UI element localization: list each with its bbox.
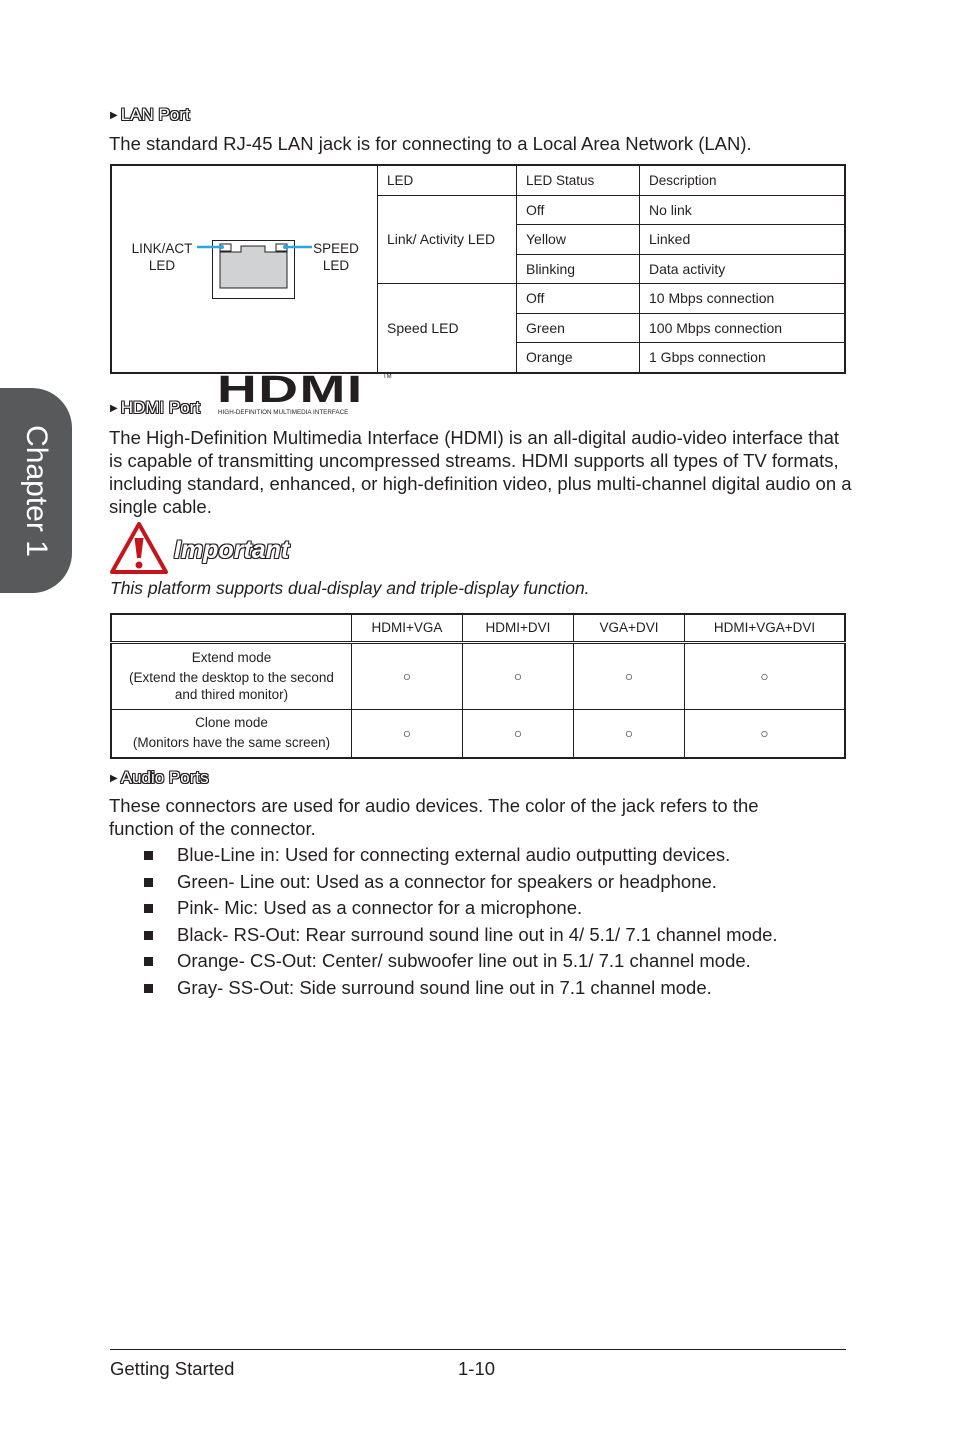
th-vga-dvi: VGA+DVI [574, 614, 685, 642]
warning-triangle-icon [108, 520, 170, 576]
hdmi-heading: ▶ HDMI Port [110, 398, 201, 417]
speed-led-label: SPEED LED [313, 241, 359, 274]
th-empty [111, 614, 352, 642]
square-bullet-icon [144, 984, 153, 993]
hdmi-description: The High-Definition Multimedia Interface (HDMI) is an all-digital audio-video interface that is capable of transmitting uncompressed streams. HDMI supports all types of TV formats, including standard, enhanced, or high-definition video, plus multi-channel digital audio on a single cable. [109, 427, 852, 517]
support-mark: ○ [574, 642, 685, 709]
td-desc: 1 Gbps connection [640, 343, 846, 373]
td-status: Off [517, 284, 640, 314]
th-hdmi-dvi: HDMI+DVI [463, 614, 574, 642]
td-desc: 100 Mbps connection [640, 313, 846, 343]
support-mark: ○ [463, 709, 574, 758]
lan-led-table [110, 164, 846, 374]
audio-heading: ▶ Audio Ports [110, 768, 209, 787]
td-status: Green [517, 313, 640, 343]
th-hdmi-vga-dvi: HDMI+VGA+DVI [685, 614, 846, 642]
support-mark: ○ [574, 709, 685, 758]
th-description: Description [640, 165, 846, 195]
support-mark: ○ [352, 709, 463, 758]
list-item: Green- Line out: Used as a connector for speakers or headphone. [140, 870, 778, 897]
th-led: LED [378, 165, 517, 195]
square-bullet-icon [144, 904, 153, 913]
list-item: Pink- Mic: Used as a connector for a microphone. [140, 896, 778, 923]
td-status: Off [517, 195, 640, 225]
clone-mode-cell: Clone mode (Monitors have the same screen) [111, 709, 352, 758]
square-bullet-icon [144, 957, 153, 966]
lan-intro: The standard RJ-45 LAN jack is for connecting to a Local Area Network (LAN). [109, 133, 752, 154]
triangle-bullet-icon: ▶ [110, 110, 118, 121]
support-mark: ○ [463, 642, 574, 709]
square-bullet-icon [144, 851, 153, 860]
lan-heading: ▶ LAN Port [110, 105, 190, 124]
square-bullet-icon [144, 931, 153, 940]
td-led-group: Link/ Activity LED [378, 195, 517, 284]
td-desc: No link [640, 195, 846, 225]
td-status: Orange [517, 343, 640, 373]
lan-diagram-cell [111, 165, 378, 373]
td-status: Yellow [517, 225, 640, 255]
important-title: Important [174, 536, 290, 564]
extend-mode-cell: Extend mode (Extend the desktop to the second and thired monitor) [111, 642, 352, 709]
link-act-led-label: LINK/ACT LED [131, 241, 193, 274]
chapter-tab-label: Chapter 1 [20, 424, 53, 557]
audio-intro: These connectors are used for audio devices. The color of the jack refers to the function of the connector. [109, 795, 759, 839]
td-led-group: Speed LED [378, 284, 517, 373]
list-item: Blue-Line in: Used for connecting external audio outputting devices. [140, 843, 778, 870]
chapter-tab [0, 388, 72, 593]
important-text: This platform supports dual-display and triple-display function. [110, 578, 590, 598]
square-bullet-icon [144, 878, 153, 887]
page-number: 1-10 [458, 1358, 496, 1379]
th-hdmi-vga: HDMI+VGA [352, 614, 463, 642]
td-desc: Linked [640, 225, 846, 255]
td-desc: 10 Mbps connection [640, 284, 846, 314]
list-item: Black- RS-Out: Rear surround sound line out in 4/ 5.1/ 7.1 channel mode. [140, 923, 778, 950]
support-mark: ○ [352, 642, 463, 709]
footer-divider [110, 1349, 846, 1350]
list-item: Gray- SS-Out: Side surround sound line out in 7.1 channel mode. [140, 976, 778, 1003]
th-led-status: LED Status [517, 165, 640, 195]
td-status: Blinking [517, 254, 640, 284]
rj45-jack-icon [197, 226, 317, 306]
hdmi-logo: HDMI TM HIGH-DEFINITION MULTIMEDIA INTERFACE [217, 369, 392, 416]
td-desc: Data activity [640, 254, 846, 284]
list-item: Orange- CS-Out: Center/ subwoofer line out in 5.1/ 7.1 channel mode. [140, 949, 778, 976]
support-mark: ○ [685, 709, 846, 758]
display-mode-table [110, 613, 846, 759]
support-mark: ○ [685, 642, 846, 709]
triangle-bullet-icon: ▶ [110, 403, 118, 414]
audio-jack-list [140, 843, 778, 1002]
triangle-bullet-icon: ▶ [110, 773, 118, 784]
footer-section-title: Getting Started [110, 1358, 235, 1379]
